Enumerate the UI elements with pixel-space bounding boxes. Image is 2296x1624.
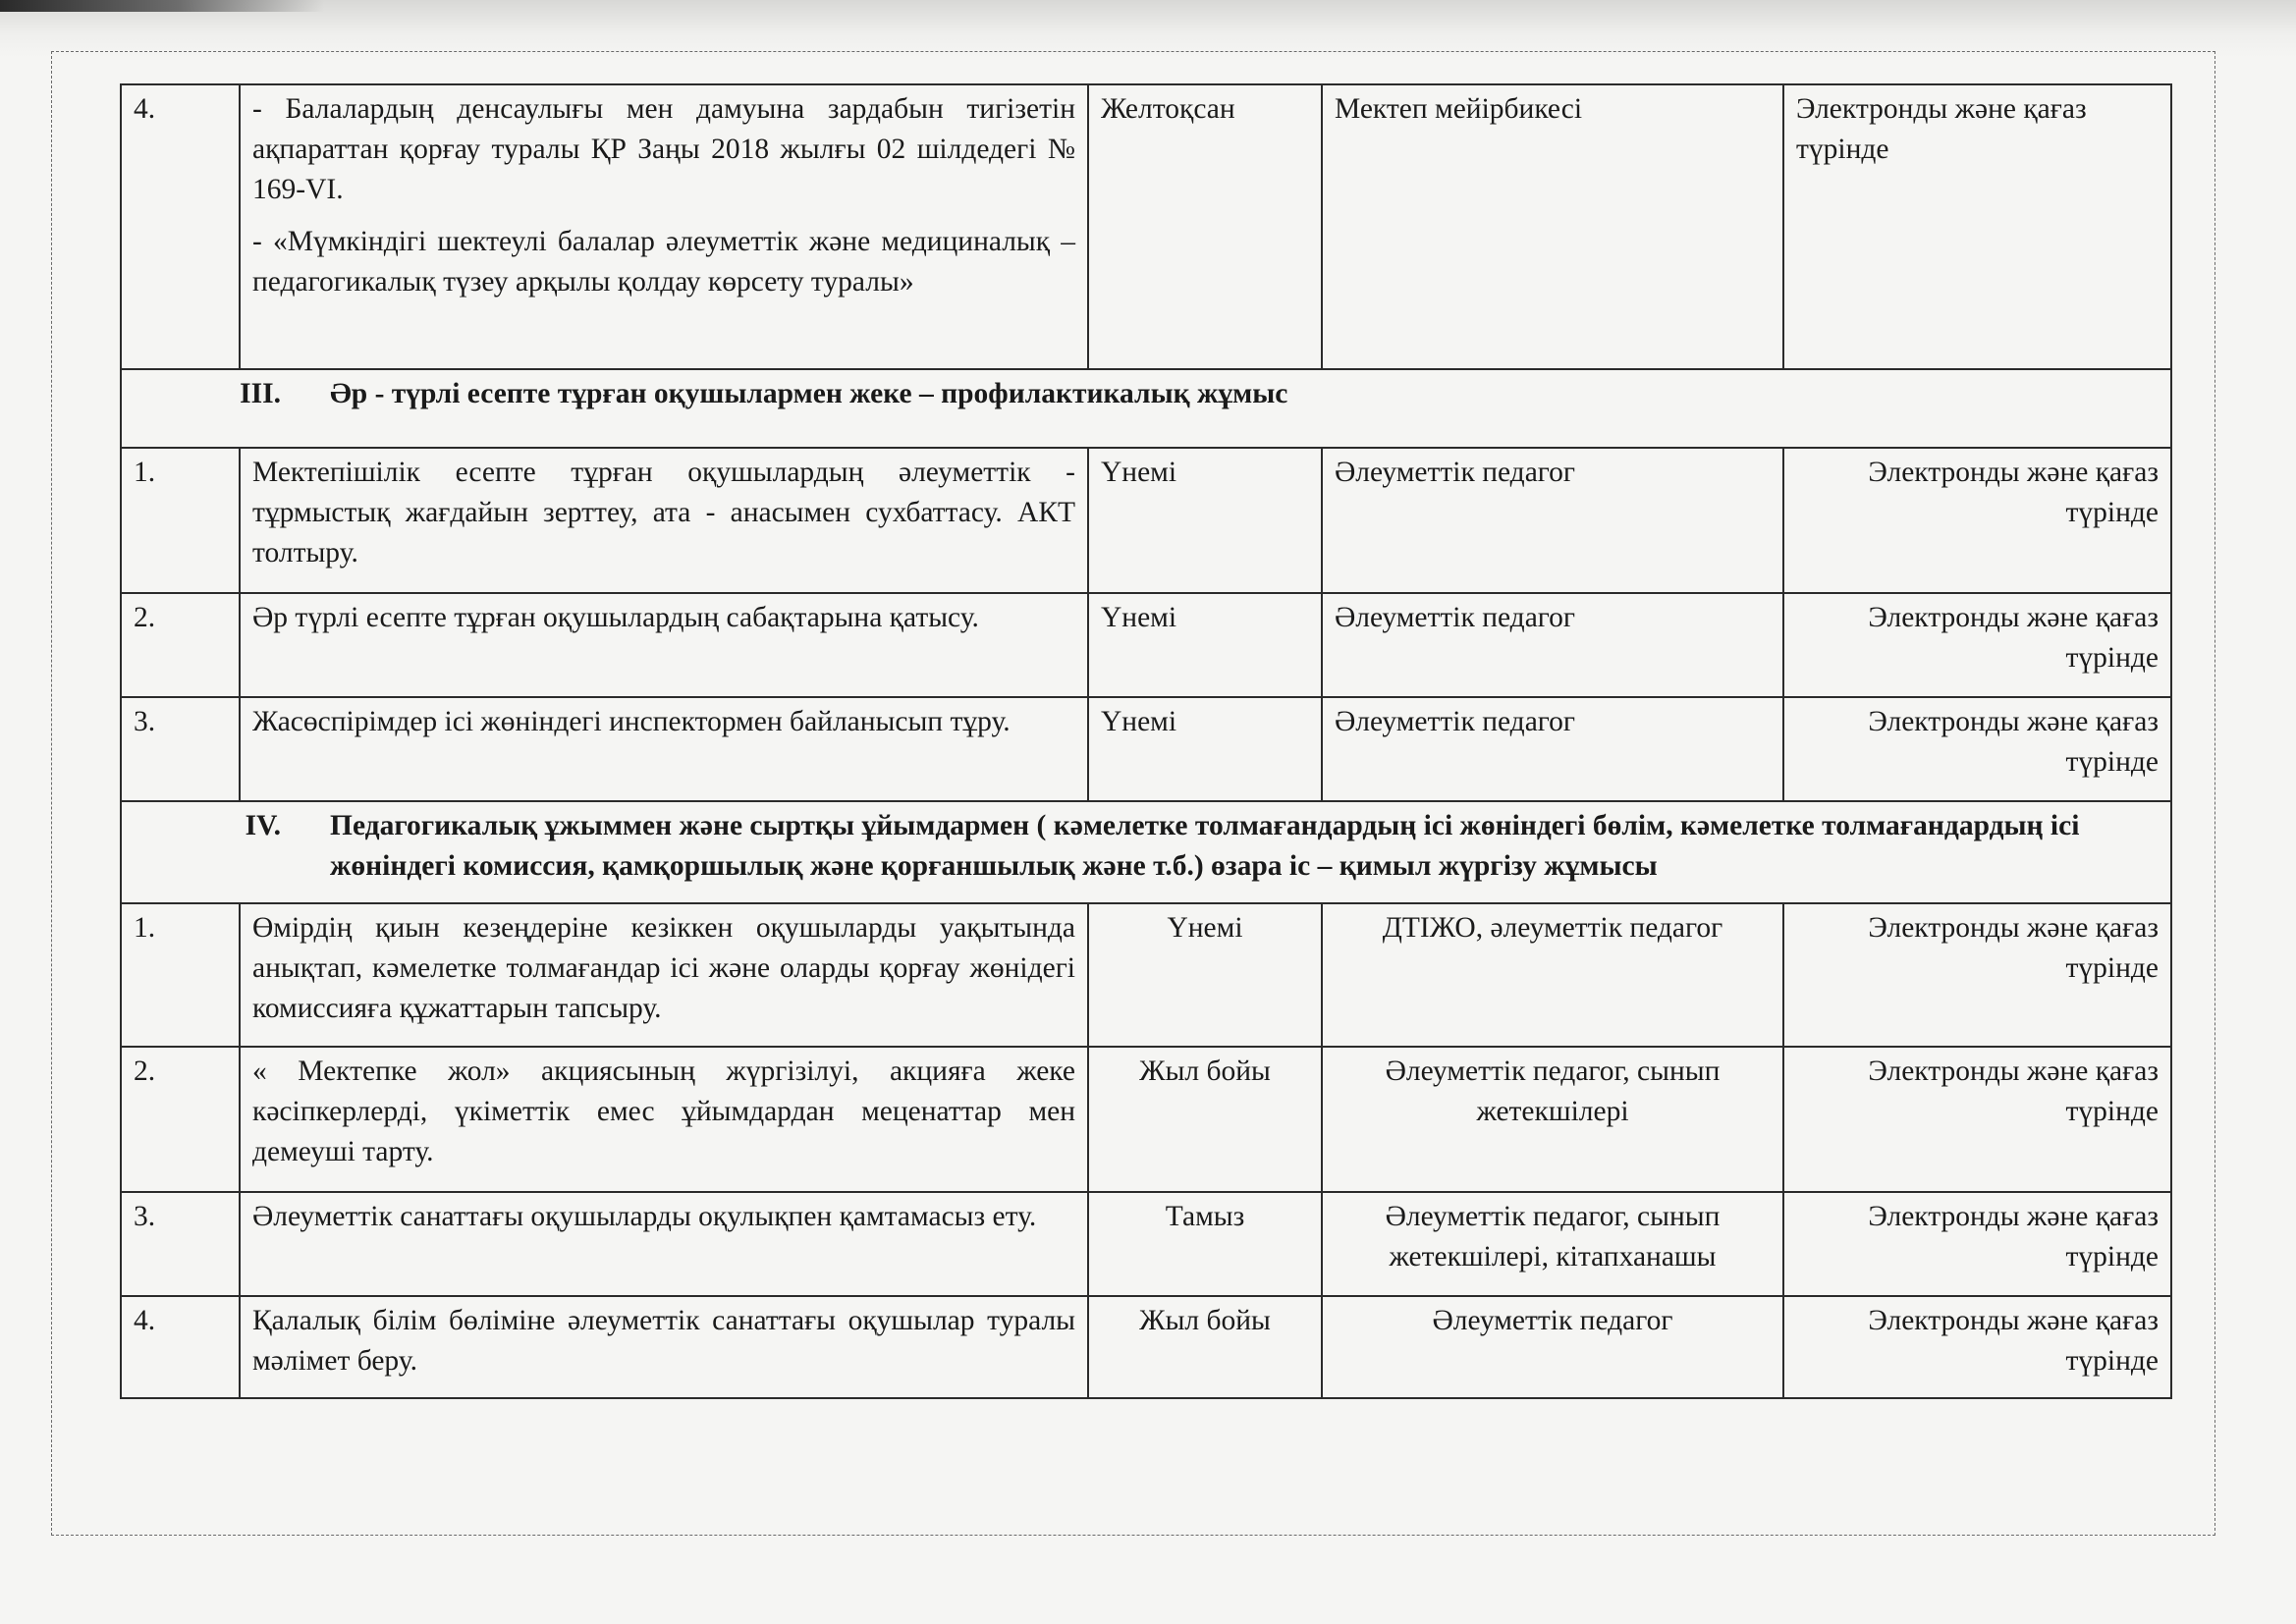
- date-cell: Жыл бойы: [1088, 1296, 1322, 1398]
- date-cell: Жыл бойы: [1088, 1047, 1322, 1192]
- form-cell: Электронды және қағаз түрінде: [1783, 1192, 2171, 1296]
- activity-cell: Әр түрлі есепте тұрған оқушылардың сабақтарына қатысу.: [240, 593, 1088, 697]
- row-number: 3.: [121, 1192, 240, 1296]
- table-row: [121, 697, 2171, 801]
- form-cell: Электронды және қағаз түрінде: [1783, 84, 2171, 369]
- work-plan-table: [120, 83, 2172, 1399]
- form-cell: Электронды және қағаз түрінде: [1783, 697, 2171, 801]
- activity-cell: Өмірдің қиын кезеңдеріне кезіккен оқушыларды уақытында анықтап, кәмелетке толмағандар ісі және оларды қорғау жөнідегі комиссияға құжаттарын тапсыру.: [240, 903, 1088, 1047]
- date-cell: Үнемі: [1088, 697, 1322, 801]
- responsible-cell: Әлеуметтік педагог: [1322, 593, 1783, 697]
- responsible-cell: Әлеуметтік педагог, сынып жетекшілері, кітапханашы: [1322, 1192, 1783, 1296]
- table-row: [121, 593, 2171, 697]
- section-title: Педагогикалық ұжыммен және сыртқы ұйымдармен ( кәмелетке толмағандардың ісі жөніндегі бөлім, кәмелетке толмағандардың ісі жөніндегі комиссия, қамқоршылық және қорғаншылық және т.б.) өзара іс – қимыл жүргізу жұмысы: [330, 810, 2080, 882]
- form-cell: Электронды және қағаз түрінде: [1783, 1047, 2171, 1192]
- table-row: [121, 84, 2171, 369]
- activity-cell: Әлеуметтік санаттағы оқушыларды оқулықпен қамтамасыз ету.: [240, 1192, 1088, 1296]
- date-cell: Үнемі: [1088, 903, 1322, 1047]
- responsible-cell: Әлеуметтік педагог, сынып жетекшілері: [1322, 1047, 1783, 1192]
- section-header-row: [121, 801, 2171, 903]
- section-number: IV.: [245, 810, 281, 841]
- row-number: 2.: [121, 1047, 240, 1192]
- scan-edge-shadow: [0, 0, 324, 12]
- responsible-cell: Мектеп мейірбикесі: [1322, 84, 1783, 369]
- section-header: [121, 369, 2171, 448]
- table-row: [121, 1047, 2171, 1192]
- table-row: [121, 1296, 2171, 1398]
- row-number: 4.: [121, 84, 240, 369]
- table-row: [121, 903, 2171, 1047]
- form-cell: Электронды және қағаз түрінде: [1783, 448, 2171, 593]
- date-cell: Үнемі: [1088, 448, 1322, 593]
- date-cell: Тамыз: [1088, 1192, 1322, 1296]
- date-cell: Желтоқсан: [1088, 84, 1322, 369]
- row-number: 1.: [121, 448, 240, 593]
- responsible-cell: Әлеуметтік педагог: [1322, 1296, 1783, 1398]
- scan-top-shading: [0, 0, 2296, 57]
- activity-cell: Жасөспірімдер ісі жөніндегі инспектормен байланысып тұру.: [240, 697, 1088, 801]
- activity-text: - Балалардың денсаулығы мен дамуына зардабын тигізетін ақпараттан қорғау туралы ҚР Заңы 2018 жылғы 02 шілдедегі № 169-VI.: [252, 93, 1075, 205]
- activity-cell: Қалалық білім бөліміне әлеуметтік санаттағы оқушылар туралы мәлімет беру.: [240, 1296, 1088, 1398]
- activity-text: - «Мүмкіндігі шектеулі балалар әлеуметтік және медициналық – педагогикалық түзеу арқылы қолдау көрсету туралы»: [252, 226, 1075, 298]
- table-row: [121, 448, 2171, 593]
- section-title: Әр - түрлі есепте тұрған оқушылармен жеке – профилактикалық жұмыс: [330, 378, 1288, 409]
- section-header-row: [121, 369, 2171, 448]
- row-number: 4.: [121, 1296, 240, 1398]
- form-cell: Электронды және қағаз түрінде: [1783, 1296, 2171, 1398]
- section-header: [121, 801, 2171, 903]
- responsible-cell: ДТІЖО, әлеуметтік педагог: [1322, 903, 1783, 1047]
- responsible-cell: Әлеуметтік педагог: [1322, 697, 1783, 801]
- form-cell: Электронды және қағаз түрінде: [1783, 593, 2171, 697]
- section-number: III.: [240, 378, 281, 409]
- row-number: 2.: [121, 593, 240, 697]
- activity-cell: [240, 84, 1088, 369]
- activity-cell: « Мектепке жол» акциясының жүргізілуі, акцияға жеке кәсіпкерлерді, үкіметтік емес ұйымдардан меценаттар мен демеуші тарту.: [240, 1047, 1088, 1192]
- row-number: 3.: [121, 697, 240, 801]
- responsible-cell: Әлеуметтік педагог: [1322, 448, 1783, 593]
- form-cell: Электронды және қағаз түрінде: [1783, 903, 2171, 1047]
- row-number: 1.: [121, 903, 240, 1047]
- date-cell: Үнемі: [1088, 593, 1322, 697]
- table-row: [121, 1192, 2171, 1296]
- activity-cell: Мектепішілік есепте тұрған оқушылардың әлеуметтік - тұрмыстық жағдайын зерттеу, ата - анасымен сухбаттасу. АКТ толтыру.: [240, 448, 1088, 593]
